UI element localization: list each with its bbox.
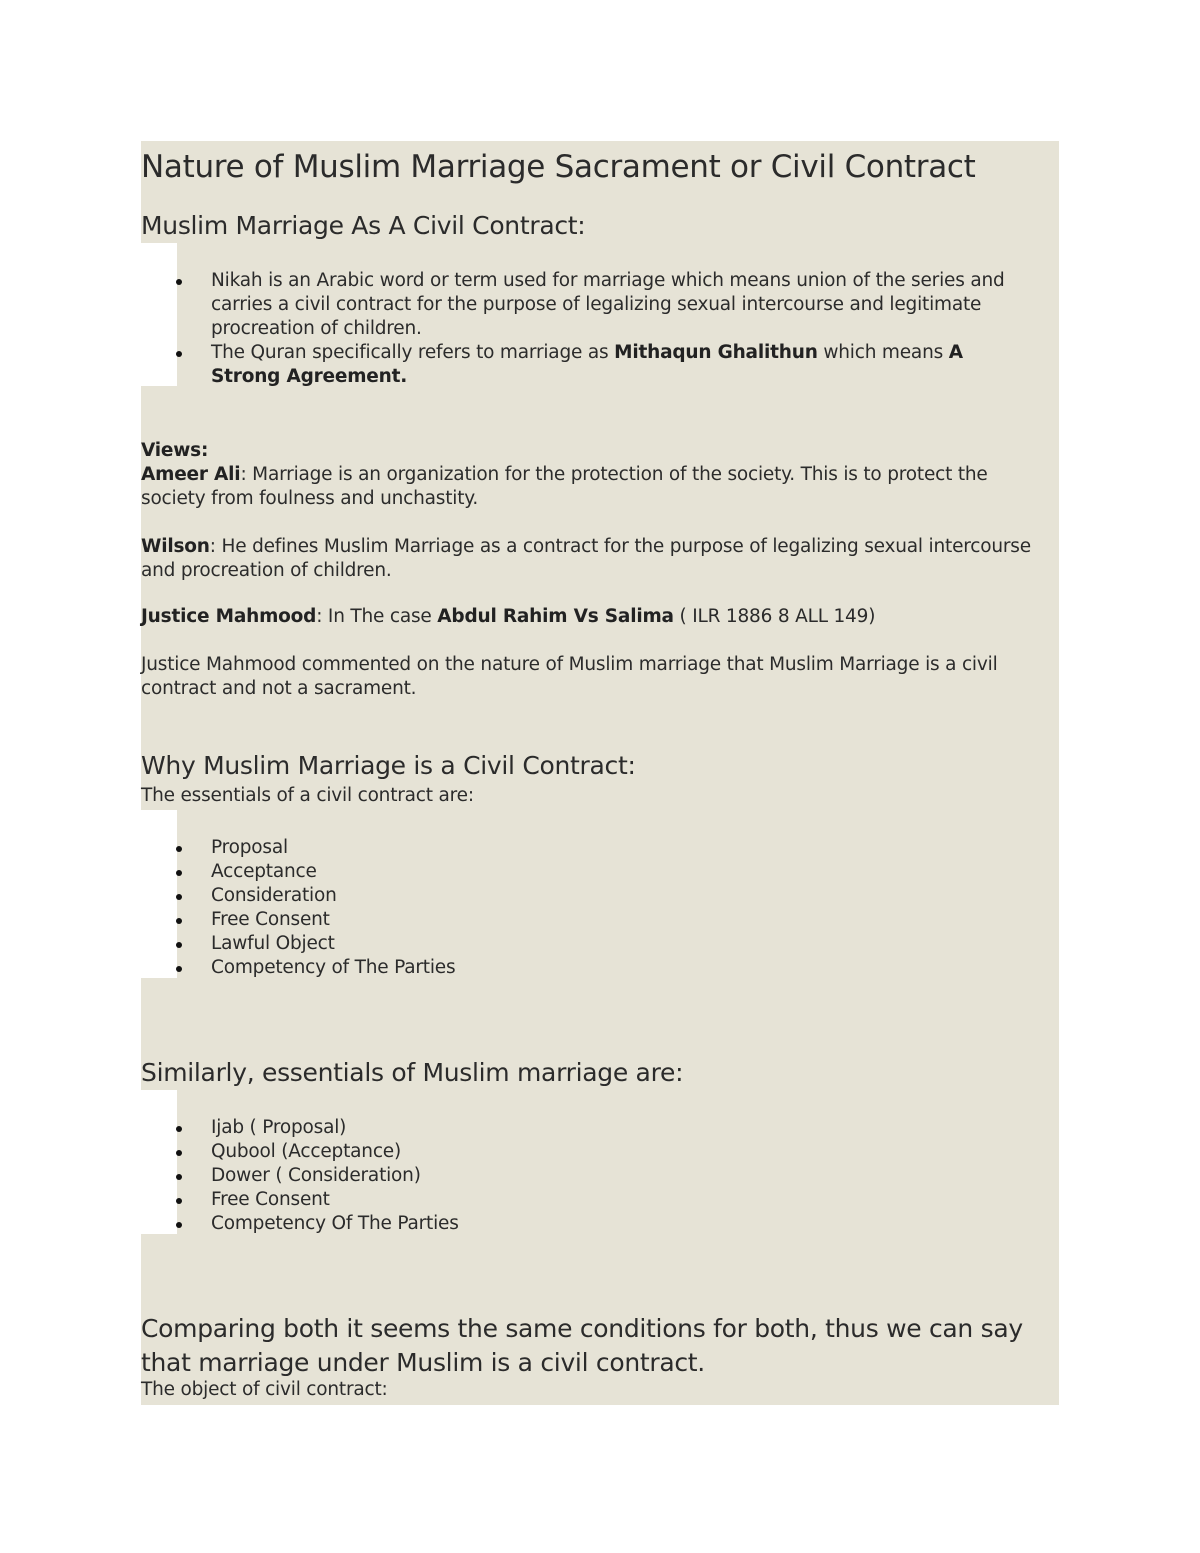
muslim-marriage-essentials-list [141,1116,1021,1236]
bullet-icon [176,1126,182,1132]
bullet-icon [176,1222,182,1228]
list-item: Lawful Object [141,932,1021,956]
section-heading-why-civil: Why Muslim Marriage is a Civil Contract: [141,751,636,780]
list-item: Consideration [141,884,1021,908]
list-item: Competency of The Parties [141,956,1021,980]
view-justice-mahmood: Justice Mahmood: In The case Abdul Rahim Vs Salima ( ILR 1886 8 ALL 149) [141,606,876,627]
list-item: Nikah is an Arabic word or term used for marriage which means union of the series and carries a civil contract for the purpose of legalizing sexual intercourse and legitimate procreation of children. [141,269,1021,341]
bullet-icon [176,1150,182,1156]
views-label: Views: [141,440,209,461]
bullet-icon [176,279,182,285]
bullet-icon [176,1174,182,1180]
justice-comment: Justice Mahmood commented on the nature of Muslim marriage that Muslim Marriage is a civil contract and not a sacrament. [141,654,998,699]
civil-contract-essentials-list [141,836,1021,980]
bullet-icon [176,942,182,948]
conclusion-heading: Comparing both it seems the same conditions for both, thus we can say that marriage under Muslim is a civil contract. [141,1314,1023,1377]
section-heading-civil-contract: Muslim Marriage As A Civil Contract: [141,211,586,240]
bullet-icon [176,1198,182,1204]
bullet-icon [176,351,182,357]
bullet-icon [176,894,182,900]
view-ameer-ali: Ameer Ali: Marriage is an organization for the protection of the society. This is to protect the society from foulness and unchastity. [141,464,988,509]
bullet-icon [176,870,182,876]
essentials-intro: The essentials of a civil contract are: [141,785,474,806]
view-wilson: Wilson: He defines Muslim Marriage as a contract for the purpose of legalizing sexual intercourse and procreation of children. [141,536,1031,581]
page-title: Nature of Muslim Marriage Sacrament or Civil Contract [141,149,976,185]
section-heading-muslim-essentials: Similarly, essentials of Muslim marriage are: [141,1058,684,1087]
list-item: Acceptance [141,860,1021,884]
list-item: Free Consent [141,1188,1021,1212]
list-item: Dower ( Consideration) [141,1164,1021,1188]
bullet-icon [176,918,182,924]
list-item: Competency Of The Parties [141,1212,1021,1236]
conclusion-text: The object of civil contract: [141,1379,388,1400]
list-item: Proposal [141,836,1021,860]
list-item: Free Consent [141,908,1021,932]
bullet-icon [176,846,182,852]
civil-contract-bullets [141,269,1021,389]
list-item: The Quran specifically refers to marriage as Mithaqun Ghalithun which means A Strong Agreement. [141,341,1021,389]
list-item: Qubool (Acceptance) [141,1140,1021,1164]
bullet-icon [176,966,182,972]
list-item: Ijab ( Proposal) [141,1116,1021,1140]
